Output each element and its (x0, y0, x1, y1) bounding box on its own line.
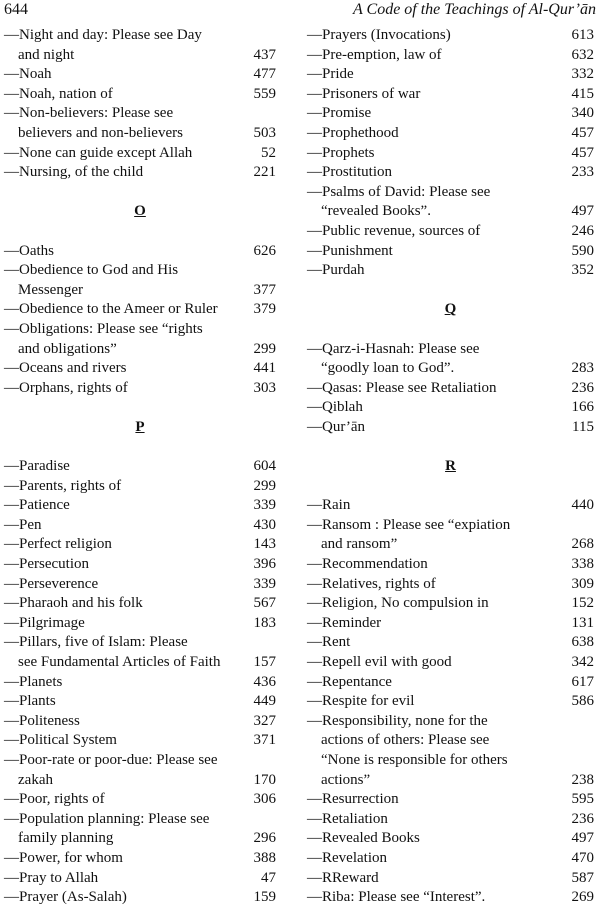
entry-text: —Persecution (4, 556, 89, 573)
entry-page-number: 587 (571, 869, 594, 886)
index-entry (4, 673, 276, 693)
entry-text: —Pillars, five of Islam: Please (4, 634, 188, 651)
entry-text: —Nursing, of the child (4, 164, 144, 181)
index-entry (307, 418, 594, 438)
entry-text: —Religion, No compulsion in (307, 595, 489, 612)
entry-text: —Prisoners of war (307, 85, 421, 102)
index-entry (307, 829, 594, 849)
entry-text: —Promise (307, 105, 372, 122)
entry-text: “None is responsible for others (321, 751, 508, 768)
entry-page-number: 236 (571, 379, 594, 396)
entry-text: —Population planning: Please see (4, 810, 210, 827)
entry-page-number: 339 (253, 497, 276, 514)
entry-text: —Obedience to the Ameer or Ruler (4, 301, 218, 318)
entry-page-number: 617 (571, 673, 594, 690)
entry-text: —Oaths (4, 242, 54, 259)
entry-text: and night (18, 46, 75, 63)
entry-text: and ransom” (321, 536, 398, 553)
entry-page-number: 590 (571, 242, 594, 259)
entry-text: “revealed Books”. (321, 203, 431, 220)
entry-page-number: 379 (253, 301, 276, 318)
index-entry (4, 751, 276, 771)
index-entry (307, 183, 594, 203)
entry-text: —Oceans and rivers (4, 360, 127, 377)
entry-page-number: 309 (571, 575, 594, 592)
entry-page-number: 183 (253, 614, 276, 631)
entry-text: believers and non-believers (18, 124, 183, 141)
index-entry (4, 300, 276, 320)
entry-text: —Rent (307, 634, 351, 651)
entry-page-number: 595 (571, 791, 594, 808)
entry-text: and obligations” (18, 340, 117, 357)
entry-page-number: 303 (253, 379, 276, 396)
entry-text: —Prayer (As-Salah) (4, 889, 127, 906)
entry-text: —Qasas: Please see Retaliation (307, 379, 497, 396)
entry-text: —Riba: Please see “Interest”. (307, 889, 486, 906)
index-entry (307, 379, 594, 399)
page-header (0, 0, 600, 22)
page-number: 644 (4, 1, 28, 18)
index-entry (307, 104, 594, 124)
entry-page-number: 339 (253, 575, 276, 592)
index-entry (4, 359, 276, 379)
entry-page-number: 159 (253, 889, 276, 906)
index-entry (4, 26, 276, 46)
entry-text: —Prophets (307, 144, 375, 161)
entry-page-number: 327 (253, 712, 276, 729)
entry-text: —Revelation (307, 849, 387, 866)
entry-text: —Resurrection (307, 791, 399, 808)
entry-text: zakah (18, 771, 53, 788)
entry-page-number: 497 (571, 203, 594, 220)
index-entry (4, 614, 276, 634)
entry-text: —Parents, rights of (4, 477, 122, 494)
index-entry (307, 653, 594, 673)
entry-text: actions” (321, 771, 371, 788)
entry-page-number: 299 (253, 340, 276, 357)
index-entry (4, 555, 276, 575)
index-entry (307, 65, 594, 85)
index-entry (307, 535, 594, 555)
entry-text: —Pre-emption, law of (307, 46, 442, 63)
index-entry (4, 340, 276, 360)
entry-text: —Non-believers: Please see (4, 105, 174, 122)
entry-page-number: 170 (253, 771, 276, 788)
entry-text: —Ransom : Please see “expiation (307, 516, 511, 533)
index-entry (307, 496, 594, 516)
index-entry (4, 712, 276, 732)
entry-page-number: 342 (571, 654, 594, 670)
entry-text: —Public revenue, sources of (307, 222, 481, 239)
blank-line (307, 477, 594, 497)
entry-page-number: 477 (253, 66, 276, 83)
index-entry (307, 790, 594, 810)
entry-text: —Power, for whom (4, 849, 123, 866)
index-column-left (4, 26, 276, 908)
section-heading (307, 300, 594, 320)
entry-text: —Reminder (307, 614, 382, 631)
blank-line (307, 281, 594, 301)
section-letter: P (135, 418, 145, 435)
index-entry (4, 790, 276, 810)
entry-text: actions of others: Please see (321, 732, 490, 749)
entry-page-number: 332 (571, 66, 594, 83)
entry-page-number: 283 (571, 360, 594, 377)
entry-text: —Noah (4, 66, 52, 83)
index-entry (307, 594, 594, 614)
entry-page-number: 449 (253, 693, 276, 710)
entry-text: —Rain (307, 497, 351, 514)
entry-text: —Pharaoh and his folk (4, 595, 143, 612)
entry-text: —Noah, nation of (4, 85, 113, 102)
index-entry (307, 261, 594, 281)
entry-page-number: 221 (253, 164, 276, 181)
entry-page-number: 559 (253, 85, 276, 102)
index-entry (307, 46, 594, 66)
entry-page-number: 567 (253, 595, 276, 612)
entry-page-number: 340 (571, 105, 594, 122)
index-entry (307, 849, 594, 869)
entry-page-number: 166 (571, 399, 594, 416)
entry-page-number: 299 (253, 477, 276, 494)
entry-page-number: 503 (253, 124, 276, 141)
entry-page-number: 586 (571, 693, 594, 710)
index-entry (4, 320, 276, 340)
entry-text: —Planets (4, 673, 63, 690)
entry-page-number: 152 (571, 595, 594, 612)
index-entry (307, 869, 594, 889)
blank-line (4, 183, 276, 203)
entry-page-number: 437 (253, 46, 276, 63)
blank-line (4, 437, 276, 457)
entry-page-number: 52 (261, 144, 276, 161)
entry-text: —Responsibility, none for the (307, 712, 488, 729)
entry-text: —Prayers (Invocations) (307, 27, 451, 43)
entry-text: —Recommendation (307, 556, 428, 573)
index-entry (4, 124, 276, 144)
entry-page-number: 268 (571, 536, 594, 553)
entry-page-number: 269 (571, 889, 594, 906)
entry-page-number: 632 (571, 46, 594, 63)
entry-text: —Orphans, rights of (4, 379, 128, 396)
entry-page-number: 436 (253, 673, 276, 690)
book-title: A Code of the Teachings of Al-Qur’ān (353, 1, 596, 18)
entry-text: —Qarz-i-Hasnah: Please see (307, 340, 480, 357)
index-entry (307, 731, 594, 751)
entry-page-number: 47 (261, 869, 276, 886)
index-entry (307, 202, 594, 222)
index-entry (4, 594, 276, 614)
index-entry (307, 85, 594, 105)
index-entry (4, 888, 276, 908)
index-entry (307, 888, 594, 908)
entry-text: —Qur’ān (307, 418, 366, 435)
entry-text: —Pen (4, 516, 42, 533)
entry-text: —Politeness (4, 712, 80, 729)
entry-text: —Psalms of David: Please see (307, 183, 491, 200)
entry-text: —Perfect religion (4, 536, 112, 553)
entry-text: —Prostitution (307, 164, 393, 181)
index-entry (307, 222, 594, 242)
entry-text: —Obligations: Please see “rights (4, 320, 203, 337)
index-entry (307, 575, 594, 595)
index-entry (307, 163, 594, 183)
entry-page-number: 457 (571, 144, 594, 161)
index-entry (307, 26, 594, 46)
index-entry (4, 65, 276, 85)
index-entry (307, 340, 594, 360)
index-entry (4, 731, 276, 751)
entry-page-number: 236 (571, 810, 594, 827)
entry-text: —Pilgrimage (4, 614, 85, 631)
entry-text: —Poor, rights of (4, 791, 105, 808)
index-entry (307, 124, 594, 144)
section-letter: O (134, 203, 146, 220)
index-entry (4, 771, 276, 791)
section-heading (4, 418, 276, 438)
index-entry (4, 653, 276, 673)
entry-page-number: 626 (253, 242, 276, 259)
index-entry (4, 810, 276, 830)
entry-text: —Respite for evil (307, 693, 415, 710)
entry-text: —Pray to Allah (4, 869, 99, 886)
blank-line (307, 320, 594, 340)
section-letter: Q (444, 301, 457, 318)
entry-page-number: 604 (253, 458, 276, 475)
index-entry (307, 614, 594, 634)
index-entry (4, 575, 276, 595)
section-heading (4, 202, 276, 222)
entry-page-number: 430 (253, 516, 276, 533)
index-entry (307, 633, 594, 653)
index-entry (307, 810, 594, 830)
index-column-right (307, 26, 594, 908)
index-entry (4, 85, 276, 105)
index-entry (307, 771, 594, 791)
entry-text: —Qiblah (307, 399, 363, 416)
entry-page-number: 441 (253, 360, 276, 377)
entry-page-number: 371 (253, 732, 276, 749)
entry-text: see Fundamental Articles of Faith (18, 654, 221, 670)
index-entry (4, 242, 276, 262)
entry-page-number: 470 (571, 849, 594, 866)
entry-page-number: 338 (571, 556, 594, 573)
entry-text: family planning (18, 830, 114, 847)
entry-page-number: 415 (571, 85, 594, 102)
entry-text: —Retaliation (307, 810, 388, 827)
index-entry (307, 673, 594, 693)
index-entry (307, 555, 594, 575)
entry-text: —Purdah (307, 262, 365, 279)
entry-page-number: 296 (253, 830, 276, 847)
entry-page-number: 306 (253, 791, 276, 808)
entry-text: —RReward (307, 869, 379, 886)
index-entry (4, 829, 276, 849)
index-entry (4, 535, 276, 555)
entry-page-number: 396 (253, 556, 276, 573)
entry-page-number: 613 (571, 27, 594, 43)
index-entry (307, 751, 594, 771)
entry-text: —Patience (4, 497, 70, 514)
entry-page-number: 157 (253, 654, 276, 670)
entry-page-number: 638 (571, 634, 594, 651)
blank-line (4, 222, 276, 242)
index-entry (4, 163, 276, 183)
index-entry (4, 379, 276, 399)
entry-page-number: 238 (571, 771, 594, 788)
index-entry (4, 633, 276, 653)
entry-text: —Obedience to God and His (4, 262, 179, 279)
entry-text: —Revealed Books (307, 830, 420, 847)
entry-page-number: 246 (571, 222, 594, 239)
index-entry (4, 144, 276, 164)
entry-page-number: 143 (253, 536, 276, 553)
entry-page-number: 457 (571, 124, 594, 141)
index-entry (4, 496, 276, 516)
entry-text: —Repell evil with good (307, 654, 452, 670)
entry-page-number: 115 (572, 418, 594, 435)
entry-page-number: 352 (571, 262, 594, 279)
index-entry (307, 516, 594, 536)
entry-page-number: 233 (571, 164, 594, 181)
entry-page-number: 440 (571, 497, 594, 514)
entry-text: —None can guide except Allah (4, 144, 193, 161)
entry-text: —Night and day: Please see Day (4, 27, 202, 43)
entry-page-number: 131 (571, 614, 594, 631)
index-entry (4, 477, 276, 497)
entry-text: —Pride (307, 66, 354, 83)
index-entry (307, 692, 594, 712)
entry-text: —Plants (4, 693, 56, 710)
index-entry (4, 46, 276, 66)
index-entry (4, 849, 276, 869)
entry-text: “goodly loan to God”. (321, 360, 455, 377)
entry-text: —Prophethood (307, 124, 399, 141)
entry-text: Messenger (18, 281, 83, 298)
entry-text: —Relatives, rights of (307, 575, 436, 592)
blank-line (307, 437, 594, 457)
entry-text: —Perseverence (4, 575, 99, 592)
index-entry (307, 712, 594, 732)
index-entry (307, 242, 594, 262)
index-entry (4, 869, 276, 889)
index-entry (4, 457, 276, 477)
entry-text: —Repentance (307, 673, 392, 690)
index-entry (4, 261, 276, 281)
section-heading (307, 457, 594, 477)
section-letter: R (445, 458, 456, 475)
index-entry (4, 281, 276, 301)
index-entry (4, 104, 276, 124)
blank-line (4, 398, 276, 418)
index-entry (4, 692, 276, 712)
entry-page-number: 497 (571, 830, 594, 847)
index-entry (4, 516, 276, 536)
entry-text: —Poor-rate or poor-due: Please see (4, 751, 218, 768)
entry-text: —Punishment (307, 242, 393, 259)
index-entry (307, 398, 594, 418)
index-entry (307, 359, 594, 379)
entry-page-number: 388 (253, 849, 276, 866)
entry-text: —Paradise (4, 458, 70, 475)
index-entry (307, 144, 594, 164)
entry-page-number: 377 (253, 281, 276, 298)
entry-text: —Political System (4, 732, 117, 749)
